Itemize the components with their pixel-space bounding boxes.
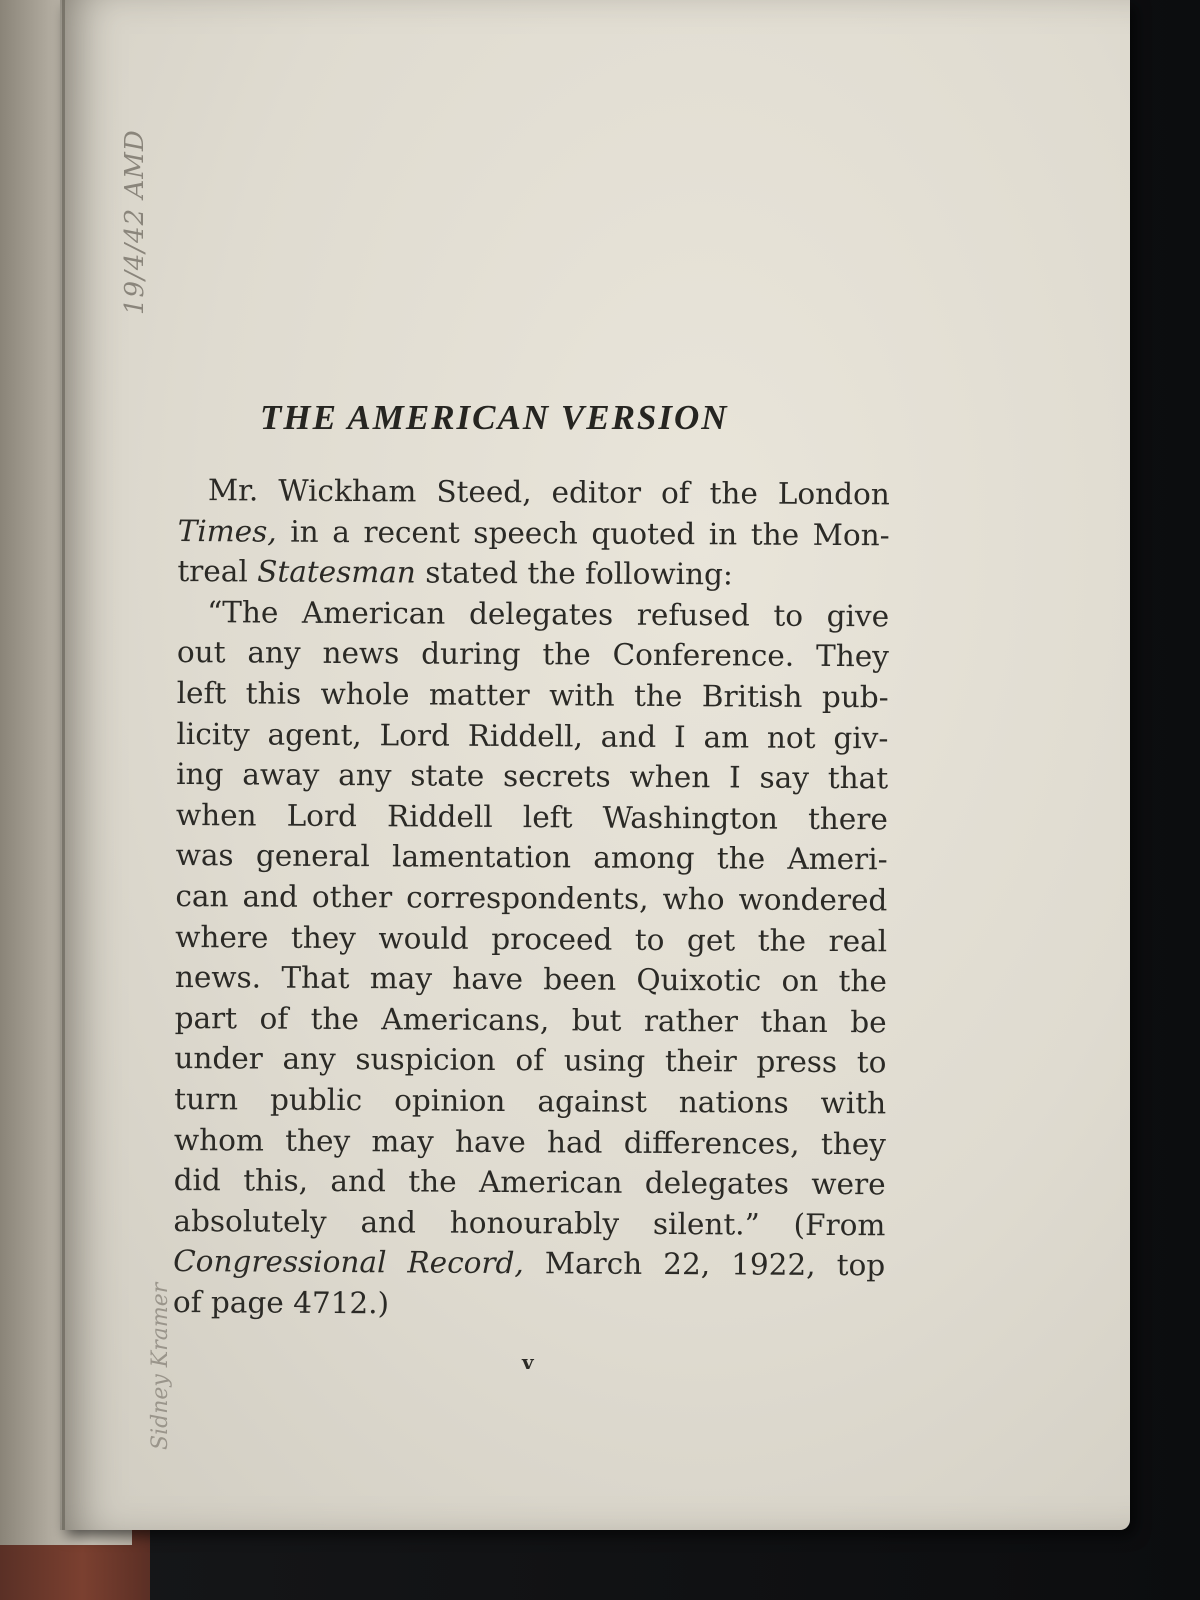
text-line: [173, 1241, 885, 1286]
body-text: [173, 470, 890, 1327]
text-run: March 22, 1922, top: [523, 1246, 886, 1283]
text-run: treal: [177, 554, 258, 589]
text-line: [176, 835, 888, 880]
text-run: out any news during the Conference. They: [176, 635, 889, 674]
text-line: [178, 470, 890, 515]
text-run: did this, and the American delegates were: [173, 1163, 886, 1202]
text-run: under any suspicion of using their press to: [174, 1041, 887, 1080]
text-run: turn public opinion against nations with: [174, 1081, 887, 1121]
text-run-italic: Times,: [177, 513, 277, 549]
text-run: absolutely and honourably silent.” (From: [173, 1203, 886, 1243]
text-line: [175, 917, 887, 962]
text-run: in a recent speech quoted in the Mon-: [276, 514, 890, 552]
text-line: [177, 632, 889, 677]
text-line: [177, 551, 889, 596]
section-title: THE AMERICAN VERSION: [260, 398, 729, 437]
page-number: v: [522, 1350, 534, 1374]
text-run: news. That may have been Quixotic on the: [174, 960, 887, 999]
text-run: whom they may have had differences, they: [173, 1122, 887, 1161]
text-line: [174, 1038, 886, 1083]
text-run: where they would proceed to get the real: [175, 919, 888, 958]
pencil-signature: Sidney Kramer: [148, 1282, 173, 1450]
gutter-fold: [62, 0, 65, 1530]
text-run: was general lamentation among the Ameri-: [175, 838, 888, 877]
text-line: [176, 754, 888, 799]
text-line: [175, 998, 887, 1043]
text-line: [175, 957, 887, 1002]
text-line: [176, 714, 888, 759]
text-run: of page 4712.): [172, 1284, 390, 1321]
text-line: [176, 795, 888, 840]
text-run: Mr. Wickham Steed, editor of the London: [207, 473, 890, 512]
text-line: [177, 673, 889, 718]
text-run: licity agent, Lord Riddell, and I am not giv-: [176, 716, 889, 755]
text-line: [177, 592, 889, 637]
text-run: can and other correspondents, who wondered: [175, 878, 888, 918]
text-run: left this whole matter with the British pub-: [176, 675, 889, 715]
text-run: part of the Americans, but rather than be: [174, 1000, 887, 1040]
text-line: [174, 1119, 886, 1164]
text-run: when Lord Riddell left Washington there: [175, 797, 888, 837]
text-run-italic: Congressional Record,: [173, 1244, 524, 1281]
text-line: [173, 1282, 885, 1327]
text-line: [174, 1160, 886, 1205]
text-line: [174, 1079, 886, 1124]
text-run: ing away any state secrets when I say that: [176, 757, 889, 796]
pencil-note-top: 19/4/42 AMD: [120, 129, 150, 315]
text-run: “The American delegates refused to give: [207, 594, 890, 634]
text-run: stated the following:: [415, 555, 734, 592]
text-line: [173, 1201, 885, 1246]
text-run-italic: Statesman: [257, 554, 416, 590]
text-line: [175, 876, 887, 921]
text-line: [178, 511, 890, 556]
